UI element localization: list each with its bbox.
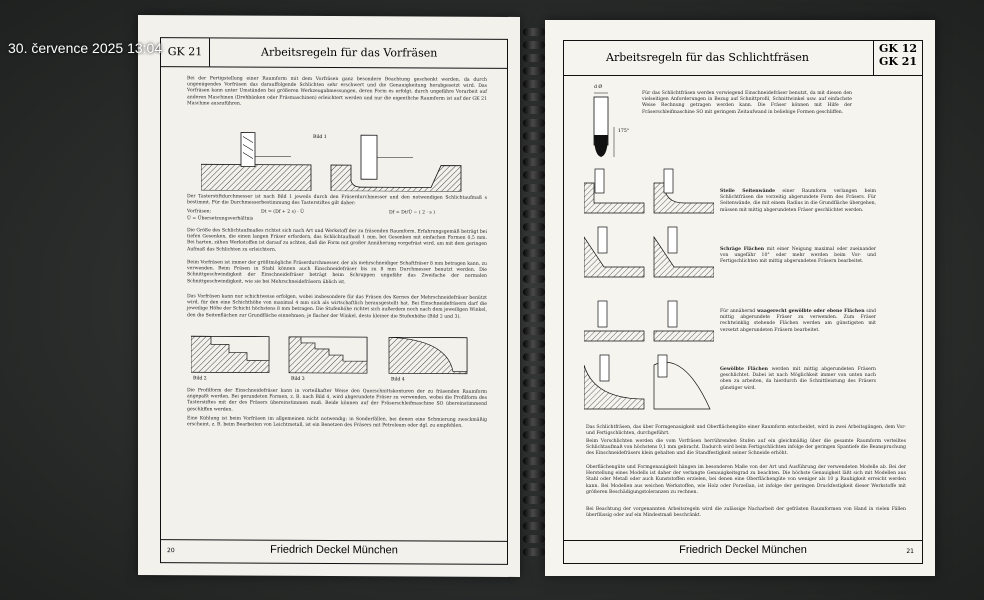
right-page-frame [563,40,923,564]
coil-ring [523,470,545,478]
coil-ring [523,353,545,361]
left-intro: Bei der Fertigstellung einer Raumform mit dem Vorfräsen ganz besondere Beachtung geschenkt werden, da durch ungenügendes Vorfräsen das darauffolgende Schlichten sehr erschwert und die Genauigkeitung herabgesetzt wird. Das Vorfräsen kann unter Umständen bei größeren Werkzeugabmessungen, deren Form es erfolgt, durch ungefähre Vorarbeit auf anderen Maschinen (Drehbänken oder Fräsmaschinen) erleichtert werden und nur die eigentliche Raumform ist auf der GK 21 Maschine auszuführen. [187,76,487,107]
left-para-6: Eine Kühlung ist beim Vorfräsen im allgemeinen nicht notwendig; in Sonderfällen, bei denen eine Schmierung zweckmäßig erscheint, z. B. beim Bearbeiten von Leichtmetall, ist ein Benetzen des Fräsers mit Petroleum oder dgl. zu empfehlen. [187,416,487,429]
rule-sloped-text: mit einer Neigung maximal oder zueinander von ungefähr 10° oder mehr werden beim Vor- und Fertigschlichten mit mittig abgerundeten Fräsern bearbeitet. [720,247,877,265]
bild234-figures [191,334,491,376]
coil-ring [523,483,545,491]
left-formula-para: Der Tasterstiftdurchmesser ist nach Bild 1 jeweils durch den Fräserdurchmesser und den notwendigen Schlichtaufmaß s bestimmt. Für die Durchmesserbestimmung des Tasterstiftes gilt daher: [187,194,487,207]
rule-horizontal-surfaces [720,309,876,334]
coil-ring [523,405,545,413]
left-page-frame [160,37,508,565]
left-para-3: Beim Vorfräsen ist immer der größtmögliche Fräserdurchmesser, der als mehrschneidiger Schaftfräser 8 mm betragen kann, zu verwenden. Beim Fräsen in Stahl können auch Einschneidefräser bis zu 8 mm Durchmesser benutzt werden. Die Schnittgeschwindigkeit der Einschneidefräser beträgt beim Schruppen ungefähr das Zweifache der normalen Schnittgeschwindigkeit, wie sie bei Mehrschneidefräsern üblich ist. [187,260,487,285]
rule-curved-surfaces [720,367,876,392]
coil-ring [523,54,545,62]
coil-ring [523,392,545,400]
coil-ring [523,418,545,426]
coil-ring [523,262,545,270]
rule-steep-walls-bold: Steile Seitenwände [720,189,776,194]
left-page-code: GK 21 [161,38,210,66]
bild3-caption: Bild 3 [291,376,305,382]
coil-ring [523,275,545,283]
right-para-3: Oberflächengüte und Formgenauigkeit hängen im besonderen Maße von der Art und Ausführung der verwendeten Modelle ab. Bei der Herstellung eines Modells ist daher der verlangte Genauigkeitsgrad zu beachten. Die höchste Genauigkeit läßt sich mit Modellen aus Stahl oder Metall oder auch Kunststoffen erzielen, bei denen eine Oberflächengüte von weniger als 10 µ Rauhigkeit erreicht werden kann. Bei Modellen aus weichen Werkstoffen, wie Holz oder Porzellan, ist infolge der geringen Druckfestigkeit dieser Werkstoffe mit größeren Beschädigungstoleranzen zu rechnen. [586,465,906,495]
rule-curved-bold: Gewölbte Flächen [720,367,768,372]
rule-sloped-surfaces [720,247,876,266]
left-para-4: Das Vorfräsen kann nur schichtweise erfolgen, wobei insbesondere für das Fräsen des Kernes der Mehrschneidefräser benützt wird, für den eine Schichthöhe von maximal 4 mm sich als wirtschaftlich herausgestellt hat. Bei Einschneidefräsern darf die jeweilige Höhe der Schicht höchstens 8 mm betragen. Die Stufenhöhe richtet sich außerdem noch nach dem jeweiligen Winkel, den die Seitenflächen zur Grundfläche einnehmen; je flacher der Winkel, desto kleiner die Stufenhöhe (Bild 2 und 3). [187,294,487,320]
example-figures [584,163,714,413]
left-formula-note: Ü = Übersetzungsverhältnis [187,216,254,222]
left-page-header [161,38,507,69]
right-intro: Für das Schlichtfräsen werden vorwiegend Einschneidefräser benutzt, da mit diesen den vielseitigen Anforderungen in Bezug auf Schnittprofil, Schnittwinkel usw. auf einfachste Weise Rechnung getragen werden kann. Die Fräser können mit Hilfe der Fräserschleifmaschine SO mit geringem Zeitaufwand in beliebige Formen geschliffen. [642,91,852,115]
coil-ring [523,145,545,153]
coil-ring [523,314,545,322]
left-formula-lead: Vorfräsen: [187,209,212,215]
coil-ring [523,223,545,231]
coil-ring [523,249,545,257]
coil-ring [523,496,545,504]
coil-ring [523,444,545,452]
bild1-caption: Bild 1 [313,134,327,140]
coil-ring [523,522,545,530]
coil-ring [523,67,545,75]
rule-horizontal-text: sind mittig abgerundete Fräser zu verwenden. Zum Fräser rechtwinklig stehende Flächen werden am günstigsten mit versetzt abgerundeten Fräsern bearbeitet. [720,309,876,333]
left-page-title: Arbeitsregeln für das Vorfräsen [261,45,438,60]
coil-ring [523,158,545,166]
coil-ring [523,119,545,127]
coil-ring [523,171,545,179]
photo-timestamp: 30. července 2025 13:04 [8,40,163,56]
coil-ring [523,288,545,296]
bild4-caption: Bild 4 [391,377,405,383]
coil-ring [523,366,545,374]
bild1-figure [201,130,471,191]
coil-ring [523,132,545,140]
cutter-diameter-label: d Ø [594,85,603,90]
coil-ring [523,379,545,387]
coil-ring [523,431,545,439]
coil-ring [523,80,545,88]
left-page-footer [161,539,507,564]
coil-ring [523,236,545,244]
rule-curved-text: werden mit mittig abgerundeten Fräsern geschlichtet. Dabei ist nach Möglichkeit immer von unten nach oben zu arbeiten, da hierdurch die Schnittleistung des Fräsers günstiger wird. [720,367,876,391]
rule-horizontal-bold: waagerecht gewölbte oder ebene Flächen [756,309,865,314]
spiral-binding [521,28,547,568]
bild2-caption: Bild 2 [193,376,207,382]
right-page-number: 21 [906,548,914,555]
coil-ring [523,184,545,192]
coil-ring [523,457,545,465]
coil-ring [523,535,545,543]
right-para-2: Beim Vorschlichten werden die vom Vorfräsen herrührenden Stufen auf ein gleichmäßig über die gesamte Raumform verteiltes Schlichtaufmaß von höchstens 0,1 mm gebracht. Dadurch wird beim Fertigschlichten infolge der geringen Spantiefe die Beanspruchung des Einschneidefräsers klein gehalten und die Standfestigkeit seiner Schneide erhöht. [586,439,906,457]
coil-ring [523,28,545,36]
left-para-5: Die Profilform der Einschneidefräser kann in vorteilhafter Weise den Querschnittskonturen der zu fräsenden Raumform angepaßt werden. Bei gerundeten Formen, z. B. nach Bild 4, wird abgerundete Fräser zu verwenden, wobei die Profilform des Tasterstiftes mit der des Fräsers übereinstimmen muß. Beide können auf der Fräserschleifmaschine SO übereinstimmend geschliffen werden. [187,388,487,413]
coil-ring [523,106,545,114]
left-page-number: 20 [167,547,175,555]
right-page-title: Arbeitsregeln für das Schlichtfräsen [606,51,810,64]
coil-ring [523,301,545,309]
coil-ring [523,548,545,556]
coil-ring [523,41,545,49]
right-para-1: Das Schlichtfräsen, das über Formgenauigkeit und Oberflächengüte einer Raumform entscheidet, wird in zwei Arbeitsgängen, dem Vor- und Fertigschlichten, durchgeführt. [586,425,906,437]
rule-steep-walls-text: einer Raumform verlangen beim Schlichtfräsen die vorzeitig abgerundete Form des Fräsers. Für Seitenwände, die mit einem Radius in die Grundfläche übergehen, müssen mit mittig abgerundeten Fräser geschlichtet werden. [720,189,876,213]
rule-horizontal-lead: Für annähernd [720,309,757,314]
left-formula-1: Dt = (Df + 2 s) · Ü [261,209,305,215]
left-footer-publisher: Friedrich Deckel München [270,543,398,557]
coil-ring [523,210,545,218]
right-page-code: GK 12 GK 21 [873,41,922,75]
right-para-4: Bei Beachtung der vorgenannten Arbeitsregeln wird die zulässige Nacharbeit der gefrästen Raumformen von Hand in vielen Fällen überflüssig oder auf ein Mindestmaß beschränkt. [586,507,906,519]
left-formula-2: Df = Dt/Ü − ( 2 · s ) [389,210,436,216]
right-page-footer [564,540,922,563]
coil-ring [523,509,545,517]
right-footer-publisher: Friedrich Deckel München [679,544,807,556]
right-page [545,20,935,576]
cutter-angle-label: 175° [618,129,630,134]
coil-ring [523,327,545,335]
cutter-figure [584,87,624,167]
rule-sloped-bold: Schräge Flächen [720,247,765,252]
coil-ring [523,340,545,348]
left-page [138,15,520,577]
rule-steep-walls [720,189,876,214]
coil-ring [523,93,545,101]
coil-ring [523,197,545,205]
left-para-2: Die Größe des Schlichtaufmaßes richtet sich nach Art und Werkstoff der zu fräsenden Raumform. Erfahrungsgemäß beträgt bei tiefen Gesenken, die einen langen Fräser erfordern, das Schlichtaufmaß 1 mm, bei Gesenken mit einfachen Formen 0,5 mm. Bei harten, zähen Werkstoffen ist darauf zu achten, daß die Form mit großer Annäherung vorgefräst wird, um mit dem geringen Aufmaß das Schlichten zu erleichtern. [187,228,487,253]
right-page-header [564,41,922,76]
